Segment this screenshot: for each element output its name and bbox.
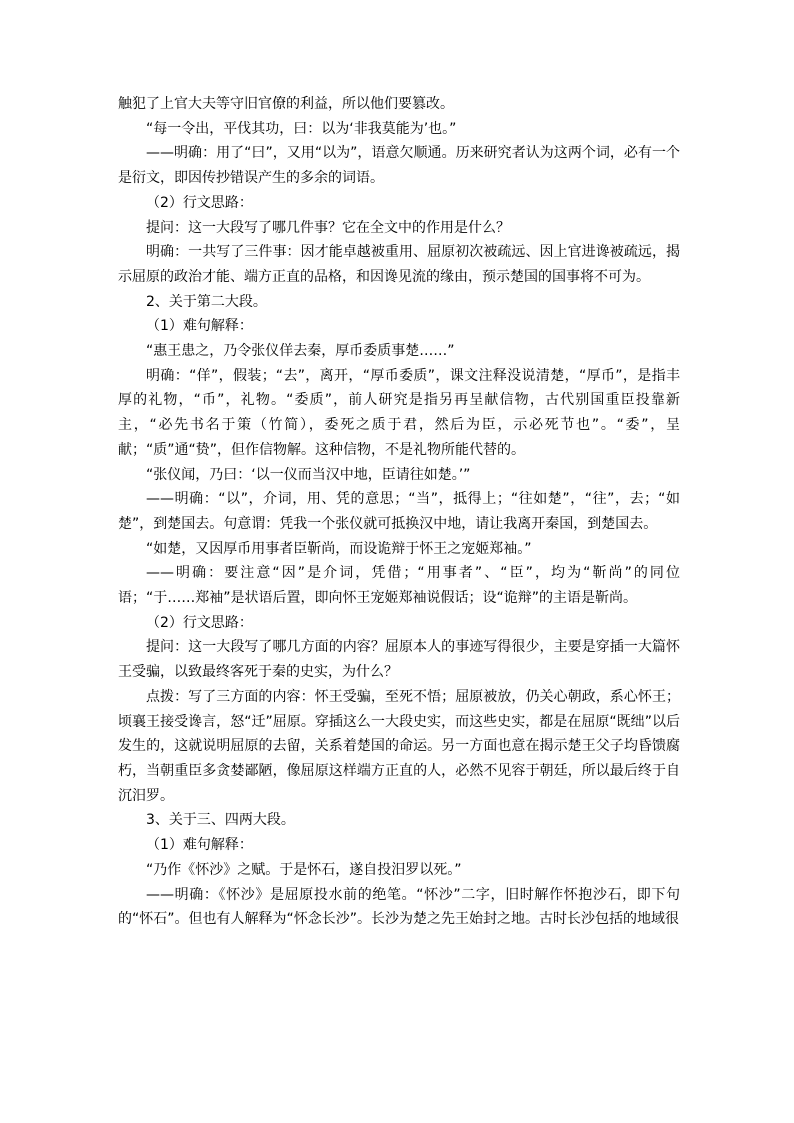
subheading: （1）难句解释： bbox=[146, 837, 253, 854]
question: 提问：这一大段写了哪几件事？它在全文中的作用是什么？ bbox=[146, 219, 510, 236]
section-heading: 3、关于三、四两大段。 bbox=[146, 812, 295, 829]
paragraph: ——明确：要注意“因”是介词，凭借；“用事者”、“臣”，均为“靳尚”的同位语；“于……郑袖”是状语后置，即向怀王宠姬郑袖说假话；设“诡辩”的主语是靳尚。 bbox=[118, 565, 680, 607]
quotation: “如楚，又因厚币用事者臣靳尚，而设诡辩于怀王之宠姬郑袖。” bbox=[146, 540, 532, 557]
paragraph: ——明确：“以”，介词，用、凭的意思；“当”，抵得上；“往如楚”，“往”，去；“如楚”，到楚国去。句意谓：凭我一个张仪就可抵换汉中地，请让我离开秦国，到楚国去。 bbox=[118, 491, 680, 532]
paragraph: ——明确：《怀沙》是屈原投水前的绝笔。“怀沙”二字，旧时解作怀抱沙石，即下句的“怀石”。但也有人解释为“怀念长沙”。长沙为楚之先王始封之地。古时长沙包括的地域很 bbox=[118, 886, 680, 928]
paragraph: ——明确：用了“曰”，又用“以为”，语意欠顺通。历来研究者认为这两个词，必有一个是衍文，即因传抄错误产生的多余的词语。 bbox=[118, 145, 680, 187]
question: 提问：这一大段写了哪几方面的内容？屈原本人的事迹写得很少，主要是穿插一大篇怀王受骗，以致最终客死于秦的史实，为什么？ bbox=[118, 639, 680, 681]
subheading: （1）难句解释： bbox=[146, 318, 253, 335]
paragraph: 触犯了上官大夫等守旧官僚的利益，所以他们要篡改。 bbox=[118, 96, 454, 112]
quotation: “惠王患之，乃令张仪佯去秦，厚币委质事楚……” bbox=[146, 343, 455, 360]
paragraph: 明确：一共写了三件事：因才能卓越被重用、屈原初次被疏远、因上官进谗被疏远，揭示屈原的政治才能、端方正直的品格，和因谗见流的缘由，预示楚国的国事将不可为。 bbox=[118, 244, 680, 285]
subheading: （2）行文思路： bbox=[146, 194, 253, 211]
quotation: “张仪闻，乃曰：‘以一仪而当汉中地，臣请往如楚。’” bbox=[146, 466, 471, 483]
subheading: （2）行文思路： bbox=[146, 614, 253, 631]
quotation: “每一令出，平伐其功，曰：以为‘非我莫能为’也。” bbox=[146, 120, 457, 137]
paragraph: 明确：“佯”，假装；“去”，离开，“厚币委质”，课文注释没说清楚，“厚币”，是指丰厚的礼物，“币”，礼物。“委质”，前人研究是指另再呈献信物，古代别国重臣投靠新主，“必先书名于策（竹简），委死之质于君，然后为臣，示必死节也”。“委”，呈献；“质”通“贽”，但作信物解。这种信物，不是礼物所能代替的。 bbox=[118, 367, 680, 458]
quotation: “乃作《怀沙》之赋。于是怀石，遂自投汨罗以死。” bbox=[146, 861, 462, 878]
document-page bbox=[118, 92, 680, 932]
section-heading: 2、关于第二大段。 bbox=[146, 293, 267, 310]
paragraph: 点拨：写了三方面的内容：怀王受骗，至死不悟；屈原被放，仍关心朝政，系心怀王；顷襄王接受谗言，怒“迁”屈原。穿插这么一大段史实，而这些史实，都是在屈原“既绌”以后发生的，这就说明屈原的去留，关系着楚国的命运。另一方面也意在揭示楚王父子均昏馈腐朽，当朝重臣多贪婪鄙陋，像屈原这样端方正直的人，必然不见容于朝廷，所以最后终于自沉汨罗。 bbox=[118, 688, 680, 804]
